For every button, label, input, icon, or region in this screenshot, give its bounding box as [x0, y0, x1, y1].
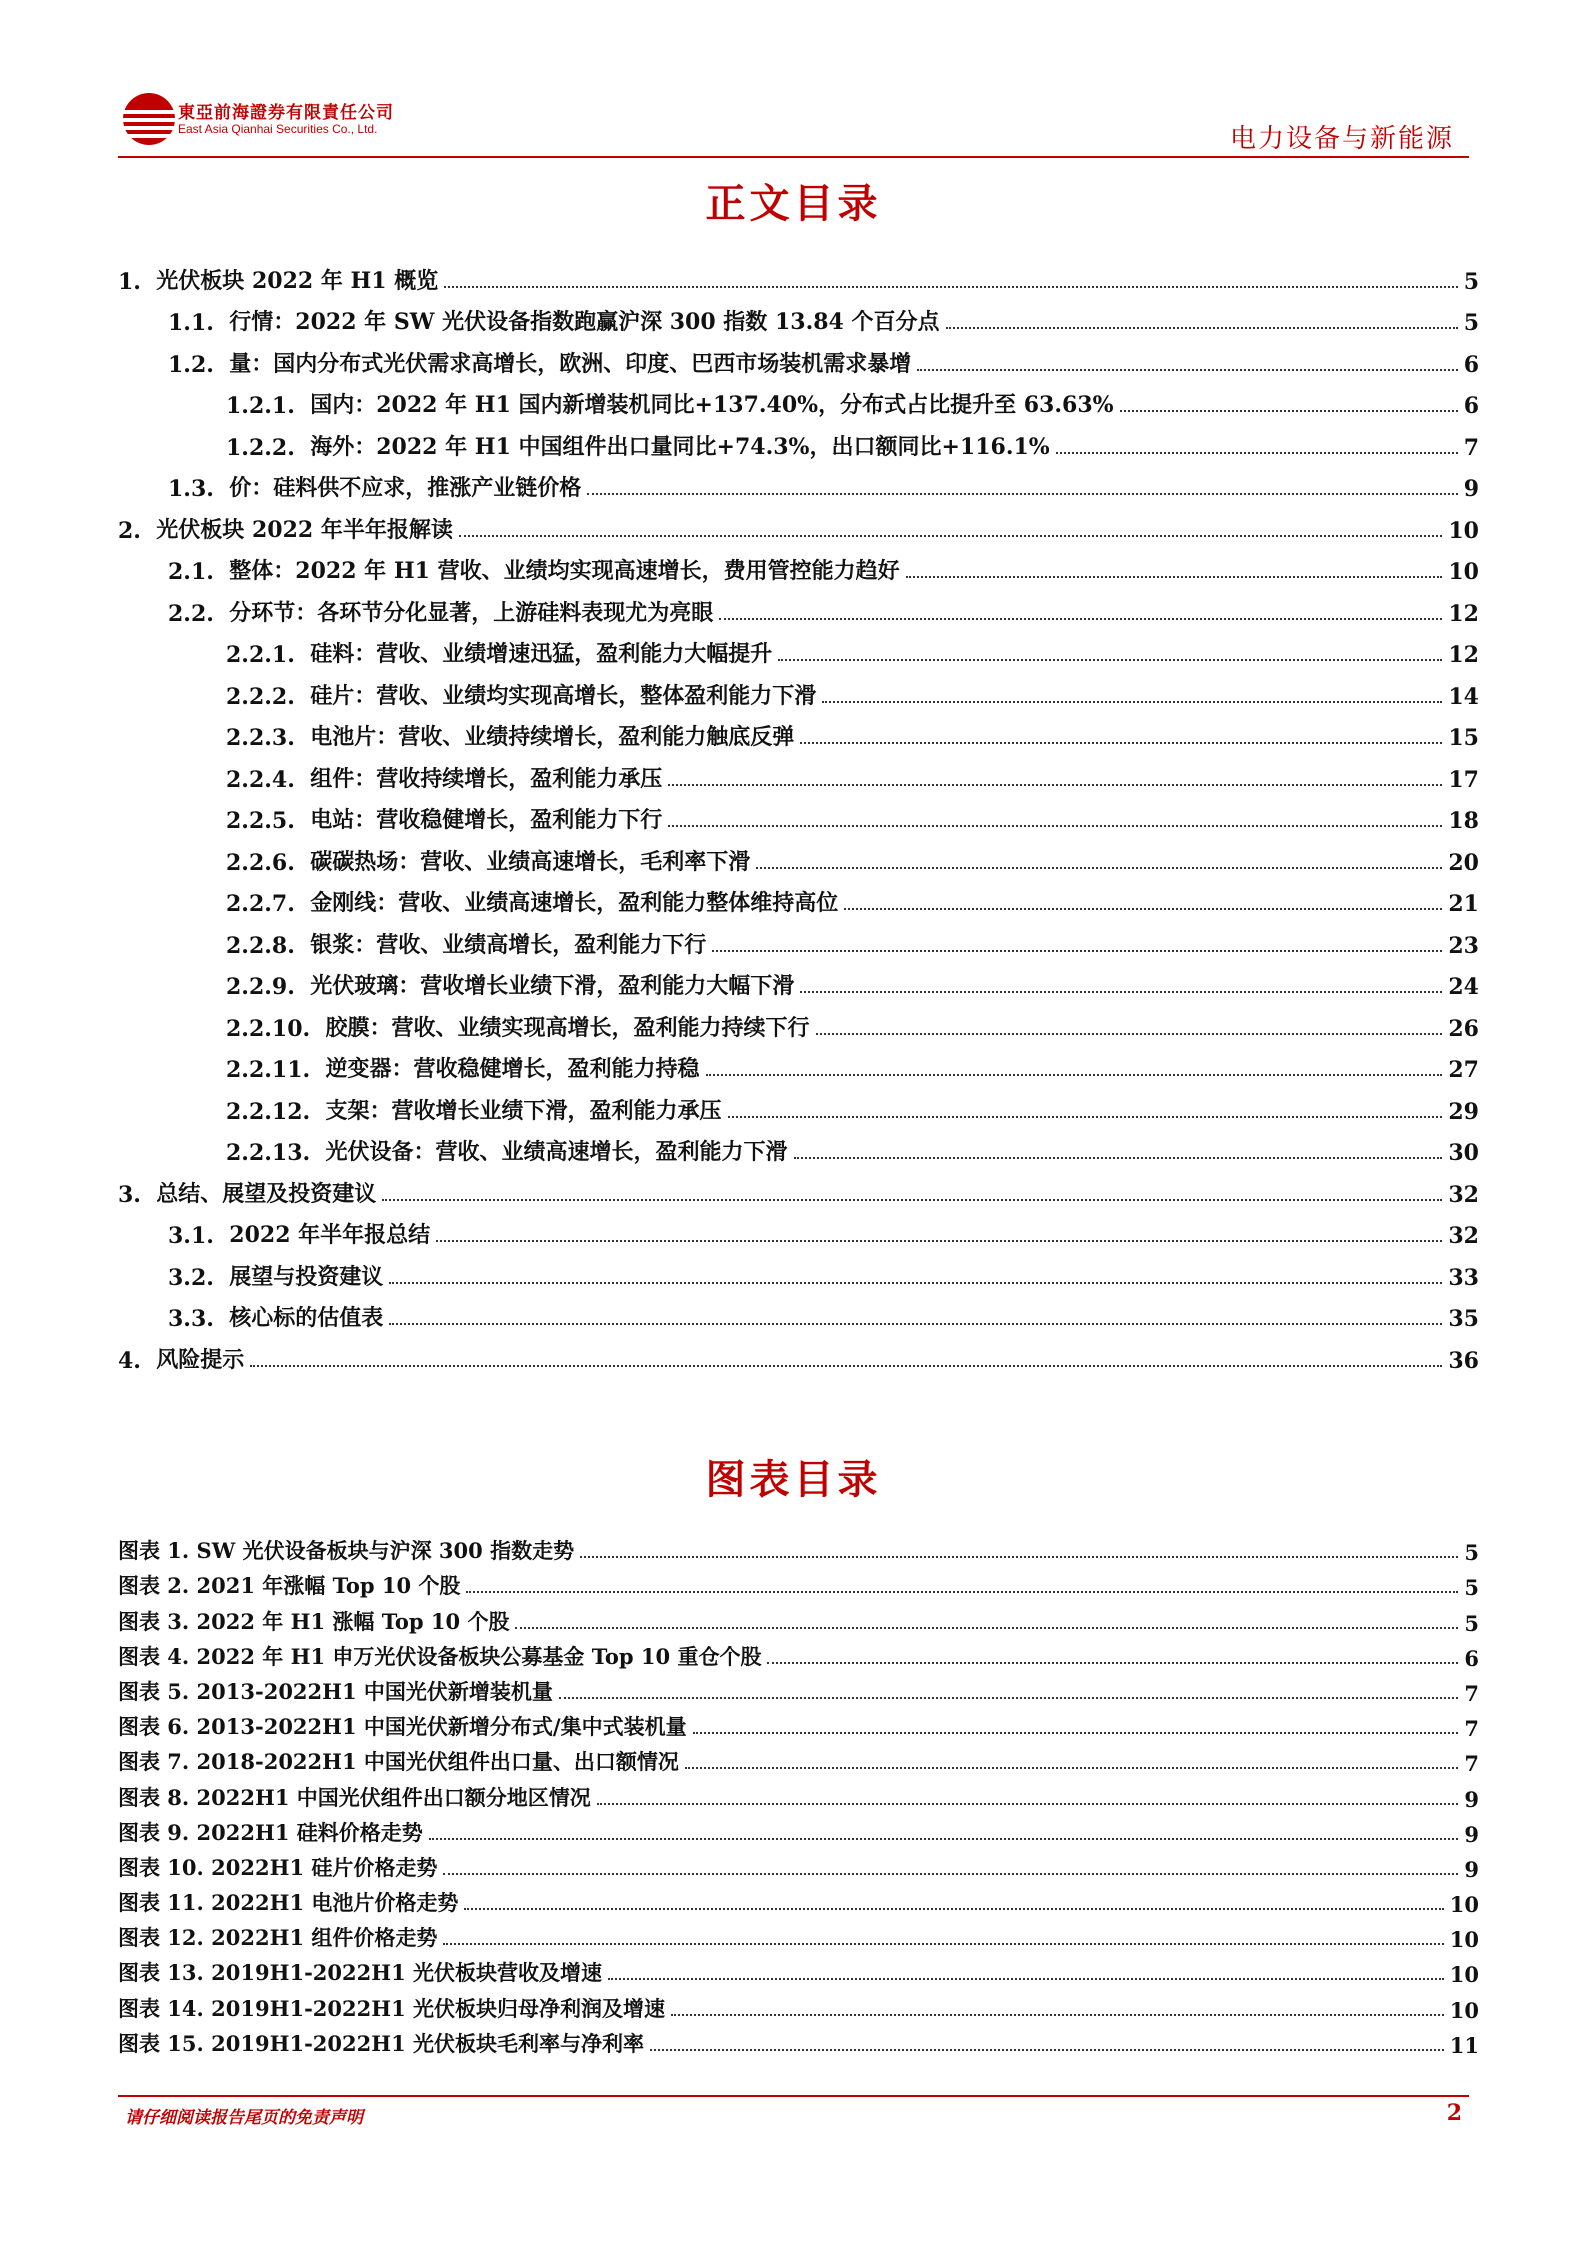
- figure-entry-page: 7: [1464, 1716, 1479, 1742]
- figure-entry-page: 9: [1464, 1786, 1479, 1812]
- figure-entry-label: 图表 1.: [118, 1538, 190, 1564]
- spacer: [204, 1892, 211, 1917]
- toc-entry-page: 29: [1448, 1098, 1479, 1125]
- spacer: [214, 476, 229, 502]
- figure-entry-label: 图表 8.: [118, 1784, 190, 1810]
- toc-entry[interactable]: [118, 585, 1479, 627]
- leader-dots: [778, 659, 1442, 661]
- leader-dots: [719, 618, 1442, 620]
- footer-divider: [118, 2095, 1469, 2097]
- toc-entry-number: 4.: [118, 1347, 141, 1374]
- figure-list-title: 图表目录: [705, 1457, 882, 1503]
- toc-entry-page: 26: [1448, 1015, 1479, 1042]
- leader-dots: [816, 1033, 1443, 1035]
- company-name-cn: 東亞前海證券有限責任公司: [178, 103, 394, 123]
- toc-entry[interactable]: [118, 502, 1479, 544]
- figure-entry-text: 2021 年涨幅 Top 10 个股: [196, 1573, 461, 1599]
- figure-entry-text: 2013-2022H1 中国光伏新增装机量: [196, 1678, 553, 1704]
- spacer: [295, 767, 310, 793]
- toc-entry-text: 价：硅料供不应求，推涨产业链价格: [229, 475, 582, 501]
- figure-entry-text: 2019H1-2022H1 光伏板块毛利率与净利率: [211, 2030, 644, 2056]
- toc-entry[interactable]: [118, 710, 1479, 752]
- figure-entry-text: 2022H1 电池片价格走势: [211, 1890, 459, 1916]
- figure-entry[interactable]: [118, 1600, 1479, 1635]
- toc-title: 正文目录: [705, 181, 882, 227]
- toc-entry-number: 2.2.3.: [226, 725, 295, 751]
- figure-entry-page: 10: [1449, 1997, 1479, 2023]
- toc-entry-text: 2022 年半年报总结: [229, 1222, 431, 1248]
- spacer: [310, 1099, 325, 1125]
- spacer: [204, 1857, 211, 1882]
- leader-dots: [671, 2014, 1444, 2016]
- spacer: [310, 1057, 325, 1083]
- toc-entry-text: 光伏板块 2022 年半年报解读: [156, 516, 453, 543]
- toc-entry-page: 32: [1448, 1181, 1479, 1208]
- toc-entry-number: 1.: [118, 268, 141, 295]
- toc-entry-number: 2.2.12.: [226, 1098, 311, 1125]
- leader-dots: [515, 1627, 1458, 1629]
- leader-dots: [822, 701, 1442, 703]
- leader-dots: [767, 1662, 1458, 1664]
- spacer: [204, 2033, 211, 2058]
- leader-dots: [906, 576, 1443, 578]
- toc-entry-text: 电池片：营收、业绩持续增长，盈利能力触底反弹: [310, 724, 795, 750]
- toc-entry-page: 6: [1463, 351, 1479, 378]
- toc-entry[interactable]: [118, 1125, 1479, 1167]
- toc-entry-text: 风险提示: [156, 1346, 245, 1373]
- toc-entry[interactable]: [118, 1166, 1479, 1208]
- leader-dots: [597, 1803, 1459, 1805]
- leader-dots: [668, 784, 1442, 786]
- toc-entry[interactable]: [118, 876, 1479, 918]
- toc-entry[interactable]: [118, 378, 1479, 420]
- toc-entry-page: 9: [1463, 476, 1479, 502]
- spacer: [189, 1751, 196, 1776]
- figure-entry-text: 2019H1-2022H1 光伏板块营收及增速: [211, 1960, 602, 1986]
- figure-entry[interactable]: [118, 1706, 1479, 1741]
- toc-entry-page: 5: [1463, 310, 1479, 336]
- toc-entry-text: 组件：营收持续增长，盈利能力承压: [310, 765, 663, 792]
- figure-entry-label: 图表 15.: [118, 2030, 204, 2056]
- toc-entry[interactable]: [118, 834, 1479, 876]
- figure-entry-text: 2019H1-2022H1 光伏板块归母净利润及增速: [211, 1995, 665, 2021]
- page-number: 2: [1446, 2100, 1462, 2126]
- toc-entry-number: 3.: [118, 1181, 141, 1208]
- figure-entry-page: 11: [1449, 2032, 1479, 2058]
- toc-entry-number: 1.1.: [168, 310, 214, 336]
- leader-dots: [794, 1157, 1443, 1159]
- spacer: [295, 933, 310, 959]
- figure-entry-label: 图表 9.: [118, 1819, 190, 1845]
- toc-entry-text: 光伏板块 2022 年 H1 概览: [156, 267, 439, 294]
- leader-dots: [712, 950, 1442, 952]
- toc-entry-text: 硅料：营收、业绩增速迅猛，盈利能力大幅提升: [310, 641, 773, 667]
- toc-entry-number: 2.2.10.: [226, 1015, 311, 1042]
- toc-entry-number: 2.2.4.: [226, 766, 295, 793]
- toc-entry-page: 5: [1463, 268, 1479, 295]
- toc-entry-text: 支架：营收增长业绩下滑，盈利能力承压: [325, 1097, 722, 1124]
- leader-dots: [800, 742, 1442, 744]
- leader-dots: [917, 369, 1457, 371]
- figure-entry[interactable]: [118, 1671, 1479, 1706]
- leader-dots: [1056, 452, 1458, 454]
- figure-entry-page: 10: [1449, 1962, 1479, 1988]
- toc-entry-text: 硅片：营收、业绩均实现高增长，整体盈利能力下滑: [310, 682, 817, 709]
- toc-entry[interactable]: [118, 336, 1479, 378]
- figure-entry-page: 9: [1464, 1856, 1479, 1882]
- disclaimer-note: 请仔细阅读报告尾页的免责声明: [125, 2108, 363, 2128]
- toc-entry-text: 胶膜：营收、业绩实现高增长，盈利能力持续下行: [325, 1014, 810, 1041]
- leader-dots: [443, 1873, 1458, 1875]
- toc-entry-number: 1.2.1.: [226, 393, 295, 419]
- figure-entry-text: 2022H1 硅片价格走势: [211, 1854, 438, 1880]
- spacer: [214, 559, 229, 585]
- leader-dots: [436, 1240, 1442, 1242]
- figure-entry[interactable]: [118, 1741, 1479, 1776]
- leader-dots: [844, 908, 1442, 910]
- leader-dots: [685, 1767, 1458, 1769]
- toc-entry-text: 逆变器：营收稳健增长，盈利能力持稳: [325, 1056, 700, 1082]
- toc-entry-number: 1.3.: [168, 476, 214, 502]
- leader-dots: [429, 1838, 1459, 1840]
- toc-entry-page: 24: [1448, 974, 1479, 1000]
- toc-entry-text: 量：国内分布式光伏需求高增长，欧洲、印度、巴西市场装机需求暴增: [229, 350, 912, 377]
- figure-entry[interactable]: [118, 1882, 1479, 1917]
- spacer: [295, 684, 310, 710]
- spacer: [295, 808, 310, 834]
- toc-entry-text: 电站：营收稳健增长，盈利能力下行: [310, 807, 663, 833]
- toc-entry-text: 碳碳热场：营收、业绩高速增长，毛利率下滑: [310, 848, 751, 875]
- toc-entry-number: 3.1.: [168, 1223, 214, 1249]
- figure-entry[interactable]: [118, 1565, 1479, 1600]
- figure-entry-label: 图表 4.: [118, 1643, 190, 1669]
- leader-dots: [693, 1732, 1459, 1734]
- toc-entry[interactable]: [118, 419, 1479, 461]
- table-of-contents: [118, 253, 1479, 1374]
- figure-entry-page: 7: [1464, 1751, 1479, 1777]
- toc-entry-page: 30: [1448, 1140, 1479, 1166]
- figure-entry[interactable]: [118, 1987, 1479, 2022]
- sector-label: 电力设备与新能源: [1229, 124, 1454, 154]
- toc-entry[interactable]: [118, 1000, 1479, 1042]
- figure-entry[interactable]: [118, 1530, 1479, 1565]
- toc-entry-number: 2.2.11.: [226, 1057, 311, 1083]
- spacer: [295, 850, 310, 876]
- toc-entry-text: 国内：2022 年 H1 国内新增装机同比+137.40%，分布式占比提升至 63.63%: [310, 392, 1114, 418]
- spacer: [310, 1016, 325, 1042]
- toc-entry[interactable]: [118, 1083, 1479, 1125]
- toc-entry-number: 1.2.: [168, 351, 214, 378]
- leader-dots: [608, 1978, 1444, 1980]
- leader-dots: [587, 493, 1457, 495]
- toc-entry[interactable]: [118, 668, 1479, 710]
- spacer: [189, 1575, 196, 1600]
- figure-entry-page: 5: [1464, 1575, 1479, 1601]
- figure-entry-label: 图表 12.: [118, 1925, 204, 1951]
- spacer: [214, 601, 229, 627]
- toc-entry-page: 32: [1448, 1223, 1479, 1249]
- leader-dots: [706, 1074, 1443, 1076]
- spacer: [204, 1962, 211, 1987]
- toc-entry-text: 核心标的估值表: [229, 1305, 384, 1331]
- toc-entry-text: 金刚线：营收、业绩高速增长，盈利能力整体维持高位: [310, 890, 839, 916]
- toc-entry-text: 海外：2022 年 H1 中国组件出口量同比+74.3%，出口额同比+116.1%: [310, 433, 1050, 460]
- toc-entry-number: 3.2.: [168, 1264, 214, 1291]
- toc-entry[interactable]: [118, 253, 1479, 295]
- toc-entry[interactable]: [118, 793, 1479, 835]
- toc-entry[interactable]: [118, 751, 1479, 793]
- toc-entry-page: 6: [1463, 393, 1479, 419]
- leader-dots: [668, 825, 1442, 827]
- figure-entry[interactable]: [118, 1776, 1479, 1811]
- figure-entry-page: 6: [1464, 1645, 1479, 1671]
- figure-entry-label: 图表 10.: [118, 1854, 204, 1880]
- spacer: [295, 393, 310, 419]
- figure-entry[interactable]: [118, 1917, 1479, 1952]
- figure-entry[interactable]: [118, 2023, 1479, 2058]
- leader-dots: [444, 286, 1457, 288]
- toc-entry-page: 20: [1448, 849, 1479, 876]
- toc-entry-text: 银浆：营收、业绩高增长，盈利能力下行: [310, 931, 707, 958]
- spacer: [214, 352, 229, 378]
- toc-entry-text: 整体：2022 年 H1 营收、业绩均实现高速增长，费用管控能力趋好: [229, 558, 900, 584]
- figure-entry-text: 2022H1 组件价格走势: [211, 1925, 438, 1951]
- toc-entry-page: 14: [1448, 683, 1479, 710]
- figure-entry-page: 10: [1449, 1927, 1479, 1953]
- spacer: [141, 518, 156, 544]
- toc-entry[interactable]: [118, 1249, 1479, 1291]
- company-name-en: East Asia Qianhai Securities Co., Ltd.: [178, 122, 378, 136]
- spacer: [295, 725, 310, 751]
- toc-entry-number: 2.: [118, 517, 141, 544]
- leader-dots: [756, 867, 1442, 869]
- toc-entry-page: 12: [1448, 600, 1479, 627]
- toc-entry-page: 7: [1463, 434, 1479, 461]
- leader-dots: [389, 1282, 1442, 1284]
- spacer: [141, 1182, 156, 1208]
- toc-entry-number: 2.2.5.: [226, 808, 295, 834]
- toc-entry-number: 2.2.1.: [226, 642, 295, 668]
- toc-entry-text: 展望与投资建议: [229, 1263, 384, 1290]
- figure-entry-label: 图表 11.: [118, 1890, 204, 1916]
- figure-entry-text: 2022H1 中国光伏组件出口额分地区情况: [196, 1784, 591, 1810]
- spacer: [141, 1348, 156, 1374]
- toc-entry-page: 10: [1448, 517, 1479, 544]
- spacer: [295, 435, 310, 461]
- toc-entry-number: 2.2.: [168, 600, 214, 627]
- toc-entry-page: 21: [1448, 891, 1479, 917]
- spacer: [189, 1646, 196, 1671]
- toc-entry-text: 行情：2022 年 SW 光伏设备指数跑赢沪深 300 指数 13.84 个百分点: [229, 309, 940, 335]
- figure-entry-page: 9: [1464, 1821, 1479, 1847]
- spacer: [189, 1787, 196, 1812]
- toc-entry-number: 2.2.6.: [226, 849, 295, 876]
- figure-entry-page: 7: [1464, 1680, 1479, 1706]
- leader-dots: [389, 1323, 1442, 1325]
- figure-entry[interactable]: [118, 1812, 1479, 1847]
- toc-entry-page: 15: [1448, 725, 1479, 751]
- toc-entry-page: 35: [1448, 1306, 1479, 1332]
- leader-dots: [466, 1591, 1458, 1593]
- toc-entry[interactable]: [118, 461, 1479, 503]
- toc-entry[interactable]: [118, 627, 1479, 669]
- figure-entry[interactable]: [118, 1636, 1479, 1671]
- figure-entry-text: 2022 年 H1 涨幅 Top 10 个股: [196, 1608, 510, 1634]
- toc-entry[interactable]: [118, 1332, 1479, 1374]
- toc-entry-page: 17: [1448, 766, 1479, 793]
- figure-entry-text: SW 光伏设备板块与沪深 300 指数走势: [196, 1538, 575, 1564]
- toc-entry[interactable]: [118, 1208, 1479, 1250]
- figure-entry-page: 5: [1464, 1540, 1479, 1566]
- toc-entry-page: 33: [1448, 1264, 1479, 1291]
- toc-entry-page: 12: [1448, 642, 1479, 668]
- spacer: [295, 974, 310, 1000]
- spacer: [189, 1681, 196, 1706]
- spacer: [214, 1265, 229, 1291]
- toc-entry[interactable]: [118, 959, 1479, 1001]
- toc-entry-text: 光伏玻璃：营收增长业绩下滑，盈利能力大幅下滑: [310, 973, 795, 999]
- spacer: [189, 1611, 196, 1636]
- spacer: [141, 269, 156, 295]
- spacer: [310, 1140, 325, 1166]
- spacer: [204, 1998, 211, 2023]
- toc-entry-number: 2.2.8.: [226, 932, 295, 959]
- toc-entry[interactable]: [118, 295, 1479, 337]
- toc-entry-page: 10: [1448, 559, 1479, 585]
- spacer: [204, 1927, 211, 1952]
- figure-entry-page: 5: [1464, 1610, 1479, 1636]
- toc-entry[interactable]: [118, 1042, 1479, 1084]
- figure-list: [118, 1530, 1479, 2058]
- spacer: [189, 1716, 196, 1741]
- figure-entry-text: 2013-2022H1 中国光伏新增分布式/集中式装机量: [196, 1714, 687, 1740]
- figure-entry-label: 图表 3.: [118, 1608, 190, 1634]
- figure-entry-label: 图表 13.: [118, 1960, 204, 1986]
- figure-entry[interactable]: [118, 1952, 1479, 1987]
- toc-entry-number: 2.2.9.: [226, 974, 295, 1000]
- leader-dots: [443, 1943, 1443, 1945]
- leader-dots: [464, 1908, 1443, 1910]
- figure-entry-page: 10: [1449, 1892, 1479, 1918]
- toc-entry-number: 2.2.13.: [226, 1140, 311, 1166]
- spacer: [214, 1306, 229, 1332]
- figure-entry-label: 图表 5.: [118, 1678, 190, 1704]
- toc-entry-page: 36: [1448, 1347, 1479, 1374]
- leader-dots: [250, 1365, 1442, 1367]
- toc-entry-number: 2.2.2.: [226, 683, 295, 710]
- leader-dots: [728, 1116, 1443, 1118]
- company-logo-icon: [118, 88, 180, 150]
- toc-entry-page: 23: [1448, 932, 1479, 959]
- leader-dots: [800, 991, 1442, 993]
- toc-entry-text: 光伏设备：营收、业绩高速增长，盈利能力下滑: [325, 1139, 788, 1165]
- toc-entry[interactable]: [118, 917, 1479, 959]
- toc-entry-text: 总结、展望及投资建议: [156, 1180, 377, 1207]
- page-header: [0, 0, 1587, 160]
- toc-entry-page: 18: [1448, 808, 1479, 834]
- leader-dots: [580, 1556, 1458, 1558]
- toc-entry-number: 3.3.: [168, 1306, 214, 1332]
- figure-entry-label: 图表 14.: [118, 1995, 204, 2021]
- leader-dots: [946, 327, 1458, 329]
- toc-entry-number: 2.2.7.: [226, 891, 295, 917]
- leader-dots: [382, 1199, 1442, 1201]
- leader-dots: [1120, 410, 1458, 412]
- toc-entry[interactable]: [118, 1291, 1479, 1333]
- figure-entry-label: 图表 6.: [118, 1714, 190, 1740]
- toc-entry-number: 1.2.2.: [226, 434, 295, 461]
- leader-dots: [559, 1697, 1458, 1699]
- figure-entry-text: 2022H1 硅料价格走势: [196, 1819, 423, 1845]
- figure-entry-text: 2022 年 H1 申万光伏设备板块公募基金 Top 10 重仓个股: [196, 1643, 762, 1669]
- figure-entry-label: 图表 2.: [118, 1573, 190, 1599]
- header-divider: [118, 156, 1469, 158]
- toc-entry[interactable]: [118, 544, 1479, 586]
- figure-entry-text: 2018-2022H1 中国光伏组件出口量、出口额情况: [196, 1749, 679, 1775]
- spacer: [214, 310, 229, 336]
- spacer: [295, 891, 310, 917]
- toc-entry-number: 2.1.: [168, 559, 214, 585]
- leader-dots: [459, 535, 1443, 537]
- figure-entry[interactable]: [118, 1847, 1479, 1882]
- toc-entry-text: 分环节：各环节分化显著，上游硅料表现尤为亮眼: [229, 599, 714, 626]
- spacer: [214, 1223, 229, 1249]
- leader-dots: [650, 2049, 1444, 2051]
- spacer: [189, 1540, 196, 1565]
- spacer: [189, 1822, 196, 1847]
- spacer: [295, 642, 310, 668]
- figure-entry-label: 图表 7.: [118, 1749, 190, 1775]
- toc-entry-page: 27: [1448, 1057, 1479, 1083]
